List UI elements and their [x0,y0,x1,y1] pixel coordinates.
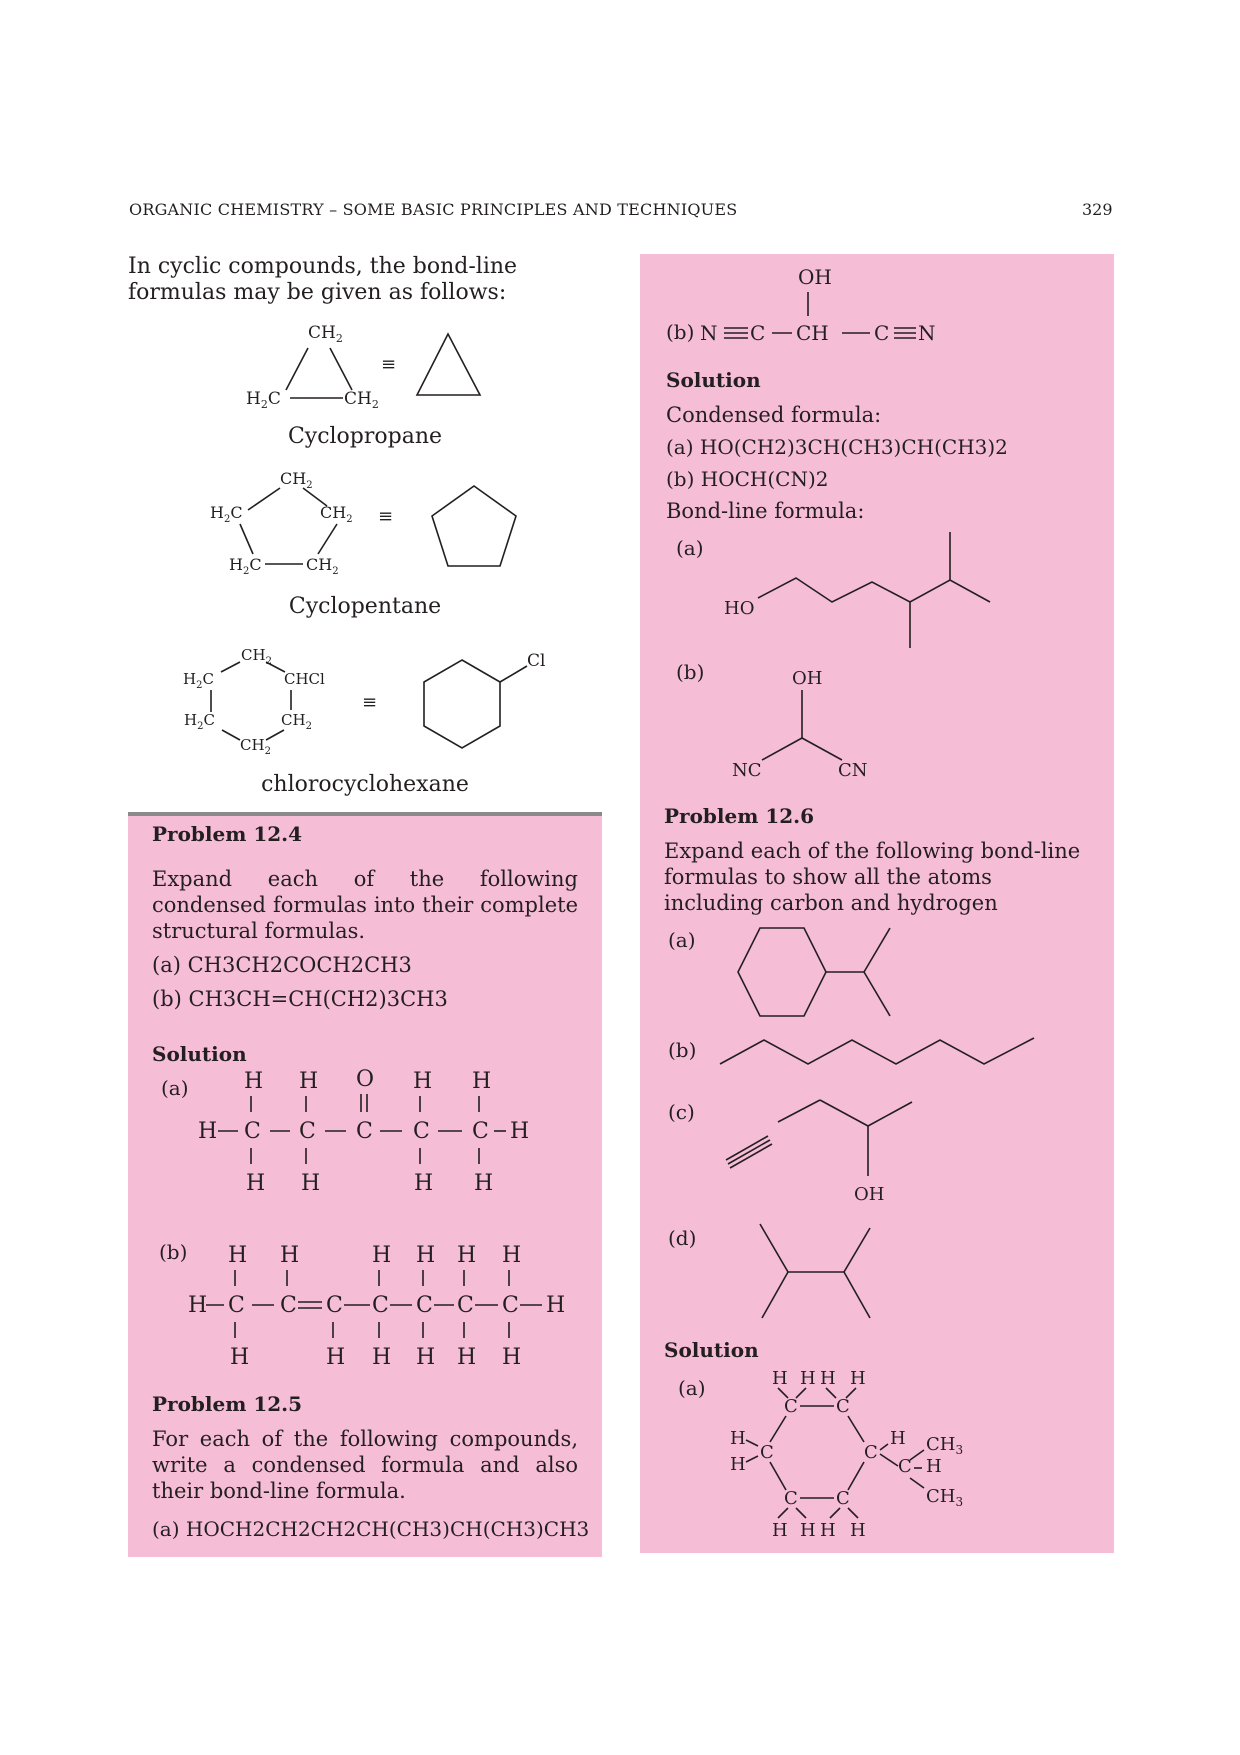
svg-text:H: H [198,1119,218,1144]
cyclopropane-bondline [417,334,480,395]
structure-12-4-a [190,1066,610,1206]
svg-text:C: C [784,1396,798,1417]
svg-text:H: H [800,1520,816,1541]
svg-text:H: H [414,1171,434,1196]
svg-text:C: C [750,321,766,345]
sol-12-4-b-label: (b) [159,1240,188,1264]
p126-d-label: (d) [668,1226,697,1250]
p126-b-label: (b) [668,1038,697,1062]
bondline-a-label: (a) [676,536,704,560]
svg-text:C: C [356,1119,373,1144]
svg-text:CH2: $CH_2$ [240,736,271,757]
svg-text:CH2: $CH_2$ [306,555,339,577]
svg-text:H: H [372,1345,392,1370]
intro-paragraph: In cyclic compounds, the bond-line formulas may be given as follows: [128,254,518,305]
svg-text:H: H [890,1428,906,1449]
oh-label-12-5-b: OH [798,265,832,289]
svg-text:C: C [413,1119,430,1144]
condensed-b: (b) HOCH(CN)2 [666,467,829,491]
cyclopentane-bondline [432,486,516,566]
structure-12-4-b [180,1240,620,1380]
svg-text:H: H [457,1243,477,1268]
svg-text:C: C [874,321,890,345]
structure-12-6-sol-a [720,1364,1040,1544]
svg-text:H: H [730,1428,746,1449]
svg-text:H2C: $H_2C$ [210,503,243,525]
svg-text:H: H [188,1293,208,1318]
cyclopropane-caption: Cyclopropane [287,424,443,449]
chlorine-label: Cl [527,651,546,671]
cp-top-label: $CH_2$ [308,323,343,345]
svg-text:C: C [864,1442,878,1463]
oh-label-12-5-b-bl: OH [792,668,823,689]
svg-text:C: C [326,1293,343,1318]
problem-12-5-a: (a) HOCH2CH2CH2CH(CH3)CH(CH3)CH3 [152,1517,590,1541]
svg-text:H: H [772,1368,788,1389]
svg-text:CH2: $CH_2$ [241,646,272,667]
svg-text:H: H [299,1069,319,1094]
svg-text:CHCl: CHCl [284,670,325,688]
svg-text:C: C [836,1396,850,1417]
svg-text:H: H [413,1069,433,1094]
bondline-12-6-a [712,924,912,1024]
svg-text:CH2: $CH_2$ [320,503,353,525]
svg-text:H: H [820,1368,836,1389]
svg-text:C: C [784,1488,798,1509]
svg-text:H: H [416,1345,436,1370]
svg-text:CH2: $CH_2$ [280,469,313,491]
problem-12-5-text: For each of the following compounds, write a condensed formula and also their bond-line formula. [152,1427,578,1503]
svg-text:CH3: $CH_3$ [926,1434,964,1457]
bondline-12-6-b [716,1034,1036,1074]
svg-text:H: H [502,1243,522,1268]
cp-equiv: ≡ [381,354,397,375]
cp-right-label: $CH_2$ [344,389,379,411]
svg-text:H: H [228,1243,248,1268]
structure-12-5-b [690,262,990,352]
problem-12-5-solution-label: Solution [666,368,761,392]
sol-12-4-a-label: (a) [161,1076,189,1100]
chex-equiv: ≡ [362,692,378,713]
problem-12-4-text: Expand each of the following condensed formulas into their complete structural formulas. [152,867,578,943]
svg-text:H: H [472,1069,492,1094]
svg-text:H: H [457,1345,477,1370]
cyclopentane-structure [0,462,600,592]
bond-line-formula-label: Bond-line formula: [666,499,865,523]
svg-text:H: H [280,1243,300,1268]
svg-text:CH: CH [796,321,829,345]
bondline-12-5-b [720,662,960,781]
svg-text:C: C [372,1293,389,1318]
bondline-12-5-a [720,532,1020,652]
svg-text:H: H [372,1243,392,1268]
svg-text:C: C [280,1293,297,1318]
svg-text:H: H [850,1368,866,1389]
svg-text:H: H [502,1345,522,1370]
ho-label-12-5-a: HO [724,598,755,619]
p126-a-label: (a) [668,928,696,952]
svg-text:H2C: $H_2C$ [184,711,215,732]
nc-label: NC [732,760,762,781]
svg-text:O: O [356,1067,375,1092]
svg-text:H: H [546,1293,566,1318]
svg-text:H: H [474,1171,494,1196]
svg-text:H: H [416,1243,436,1268]
svg-text:N: N [918,321,936,345]
problem-12-4-a: (a) CH3CH2COCH2CH3 [152,953,412,977]
svg-text:C: C [416,1293,433,1318]
svg-text:CH3: $CH_3$ [926,1486,964,1509]
cp-left-label: $H_2C$ [246,389,281,411]
problem-12-4-title: Problem 12.4 [152,822,303,846]
svg-text:H: H [301,1171,321,1196]
problem-12-4-b: (b) CH3CH=CH(CH2)3CH3 [152,987,448,1011]
oh-label-12-6-c: OH [854,1184,885,1205]
svg-text:H: H [800,1368,816,1389]
condensed-a: (a) HO(CH2)3CH(CH3)CH(CH3)2 [666,435,1008,459]
problem-12-5-title: Problem 12.5 [152,1392,303,1416]
p126-c-label: (c) [668,1100,695,1124]
chlorocyclohexane-bondline [424,660,500,748]
svg-text:H: H [926,1456,942,1477]
svg-text:H2C: $H_2C$ [229,555,262,577]
svg-text:C: C [898,1456,912,1477]
svg-text:C: C [472,1119,489,1144]
bondline-12-6-c [720,1098,940,1208]
svg-text:C: C [299,1119,316,1144]
svg-text:H: H [730,1454,746,1475]
svg-text:C: C [228,1293,245,1318]
chlorocyclohexane-structure [0,640,600,770]
svg-text:C: C [502,1293,519,1318]
svg-text:CH2: $CH_2$ [281,711,312,732]
svg-text:H: H [326,1345,346,1370]
condensed-formula-label: Condensed formula: [666,403,882,427]
svg-text:H2C: $H_2C$ [183,670,214,691]
svg-text:H: H [510,1119,530,1144]
svg-text:C: C [836,1488,850,1509]
page-number: 329 [1082,200,1113,219]
cn-label: CN [838,760,868,781]
problem-12-6-title: Problem 12.6 [664,804,815,828]
svg-text:H: H [246,1171,266,1196]
problem-12-4-solution-label: Solution [152,1042,247,1066]
svg-text:H: H [244,1069,264,1094]
problem-12-6-text: Expand each of the following bond-line formulas to show all the atoms including carbon and hydrogen [664,839,1081,915]
p126-sol-a-label: (a) [678,1376,706,1400]
cpent-equiv: ≡ [378,506,394,527]
chlorocyclohexane-caption: chlorocyclohexane [261,772,469,797]
bondline-12-6-d [756,1224,916,1324]
bondline-b-label: (b) [676,660,705,684]
svg-text:N: N [700,321,718,345]
cyclopentane-caption: Cyclopentane [288,594,442,619]
svg-text:H: H [850,1520,866,1541]
problem-12-5-b-label: (b) [666,320,695,344]
problem-12-6-solution-label: Solution [664,1338,759,1362]
running-header: ORGANIC CHEMISTRY – SOME BASIC PRINCIPLES AND TECHNIQUES [129,200,738,219]
svg-text:C: C [760,1442,774,1463]
svg-text:H: H [820,1520,836,1541]
svg-text:C: C [244,1119,261,1144]
svg-text:C: C [457,1293,474,1318]
svg-text:H: H [772,1520,788,1541]
svg-text:H: H [230,1345,250,1370]
